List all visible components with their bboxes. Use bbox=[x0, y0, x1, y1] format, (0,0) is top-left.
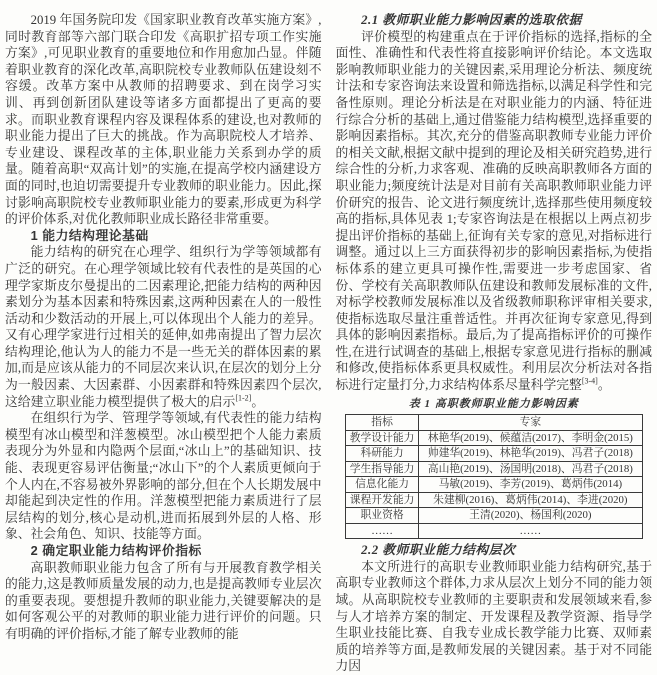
experts-cell: 马敏(2019)、李芳(2019)、葛炳伟(2014) bbox=[419, 477, 642, 493]
table-row bbox=[346, 477, 643, 493]
section-heading: 2 确定职业能力结构评价指标 bbox=[30, 543, 202, 558]
paragraph: 评价模型的构建重点在于评价指标的选择,指标的全面性、准确性和代表性将直接影响评价结论。本文选取影响教师职业能力的关键因素,采用理论分析法、频度统计法和专家咨询法来设置和筛选指标,以满足科学性和完备性原则。理论分析法是在对职业能力的内涵、特征进行综合分析的基础上,通过借鉴能力结构模型,选择重要的影响因素指标。其次,充分的借鉴高职教师专业能力评价的相关文献,根据文献中提到的理论及相关研究趋势,进行综合性的分析,力求客观、准确的反映高职教师各方面的职业能力;频度统计法是对目前有关高职教师职业能力评价研究的报告、论文进行频度统计,选择那些使用频度较高的指标,具体见表 1;专家咨询法是在根据以上两点初步提出评价指标的基础上,征询有关专家的意见,对指标进行调整。通过以上三方面获得初步的影响因素指标,为使指标体系的建立更具可操作性,需要进一步考虑国家、省份、学校有关高职教师队伍建设和教师发展标准的文件,对标学校教师发展标准以及省级教师职称评审相关要求,使指标选取尽量注重普适性。并再次征询专家意见,得到具体的影响因素指标。最后,为了提高指标评价的可操作性,在进行试调查的基础上,根据专家意见进行指标的删减和修改,使指标体系更具权威性。利用层次分析法对各指标进行定量打分,力求结构体系尽量科学完整[3-4]。 bbox=[335, 29, 652, 393]
paragraph: 能力结构的研究在心理学、组织行为学等领域都有广泛的研究。在心理学领域比较有代表性的是英国的心理学家斯皮尔曼提出的二因素理论,把能力结构的两种因素划分为基本因素和特殊因素,这两种因素在人的一般性活动和少数活动的开展上,可以体现出个人能力的差异。又有心理学家进行过相关的延伸,如弗南提出了智力层次结构理论,他认为人的能力不是一些无关的群体因素的累加,而是应该从能力的不同层次来认识,在层次的划分上分为一般因素、大因素群、小因素群和特殊因素四个层次,这给建立职业能力模型提供了极大的启示[1-2]。 bbox=[5, 245, 322, 409]
experts-cell: 高山艳(2019)、汤国明(2018)、冯君子(2018) bbox=[419, 461, 642, 477]
table-header-cell: 指标 bbox=[346, 415, 419, 431]
experts-cell: 帅建华(2019)、林艳华(2019)、冯君子(2018) bbox=[419, 446, 642, 462]
table-header-row bbox=[346, 415, 643, 431]
indicator-cell: 科研能力 bbox=[346, 446, 419, 462]
section-heading: 2.2 教师职业能力结构层次 bbox=[361, 543, 516, 558]
citation-ref: [3-4] bbox=[581, 376, 598, 386]
indicator-cell: 学生指导能力 bbox=[346, 461, 419, 477]
indicator-cell: 教学设计能力 bbox=[346, 430, 419, 446]
right-column bbox=[335, 12, 653, 674]
indicator-cell: 职业资格 bbox=[346, 508, 419, 524]
table-row bbox=[346, 430, 643, 446]
paragraph: 在组织行为学、管理学等领域,有代表性的能力结构模型有冰山模型和洋葱模型。冰山模型把个人能力素质表现分为外显和内隐两个层面,“冰山上”的基础知识、技能、表现更容易评估衡量;“冰山下”的个人素质更倾向于个人内在,不容易被外界影响的部分,但在个人长期发展中却能起到决定性的作用。洋葱模型把能力素质进行了层层结构的划分,核心是动机,进而拓展到外层的人格、形象、社会角色、知识、技能等方面。 bbox=[5, 411, 322, 542]
indicator-cell: 信息化能力 bbox=[346, 477, 419, 493]
table-row bbox=[346, 461, 643, 477]
indicator-cell: 课程开发能力 bbox=[346, 492, 419, 508]
table-row bbox=[346, 446, 643, 462]
table-row bbox=[346, 523, 643, 539]
table-row bbox=[346, 492, 643, 508]
table-row bbox=[346, 508, 643, 524]
section-heading: 2.1 教师职业能力影响因素的选取依据 bbox=[361, 13, 582, 27]
table-block bbox=[336, 396, 653, 540]
table-caption: 表 1 高职教师职业能力影响因素 bbox=[408, 397, 579, 410]
experts-cell: 林艳华(2019)、候蕴洁(2017)、李明金(2015) bbox=[419, 430, 642, 446]
table-header-cell: 专家 bbox=[419, 415, 642, 431]
experts-cell: …… bbox=[419, 523, 642, 539]
citation-ref: [1-2] bbox=[235, 393, 252, 403]
influence-factors-table bbox=[345, 414, 643, 539]
indicator-cell: …… bbox=[346, 523, 419, 539]
section-heading: 1 能力结构理论基础 bbox=[30, 227, 149, 243]
paragraph: 2019 年国务院印发《国家职业教育改革实施方案》,同时教育部等六部门联合印发《高职扩招专项工作实施方案》,可见职业教育的重要地位和作用愈加凸显。伴随着职业教育的深化改革,高职院校专业教师队伍建设刻不容缓。改革方案中从教师的招聘要求、到在岗学习实训、再到创新团队建设等诸多方面都提出了更高的要求。而职业教育课程内容及课程体系的建设,也对教师的职业能力提出了巨大的挑战。作为高职院校人才培养、专业建设、课程改革的主体,职业能力关系到办学的质量。随着高职“双高计划”的实施,在提高学校内涵建设方面的同时,也迫切需要提升专业教师的职业能力。因此,探讨影响高职院校专业教师职业能力的要素,形成更为科学的评价体系,对优化教师职业成长路径非常重要。 bbox=[5, 13, 322, 227]
left-column bbox=[5, 12, 322, 661]
experts-cell: 朱建柳(2016)、葛炳伟(2014)、李进(2020) bbox=[419, 492, 642, 508]
experts-cell: 王清(2020)、杨国利(2020) bbox=[419, 508, 642, 524]
paragraph: 高职教师职业能力包含了所有与开展教育教学相关的能力,这是教师质量发展的动力,也是提高教师专业层次的重要表现。要想提升教师的职业能力,关键要解决的是如何客观公平的对教师的职业能力进行评价的问题。只有明确的评价指标,才能了解专业教师的能 bbox=[5, 560, 322, 641]
paragraph: 本文所进行的高职专业教师职业能力结构研究,基于高职专业教师这个群体,力求从层次上划分不同的能力领域。从高职院校专业教师的主要职责和发展领域来看,参与人才培养方案的制定、开发课程及教学资源、指导学生职业技能比赛、自我专业成长教学能力比赛、双师素质的培养等方面,是教师发展的关键因素。基于对不同能力因 bbox=[335, 559, 652, 674]
